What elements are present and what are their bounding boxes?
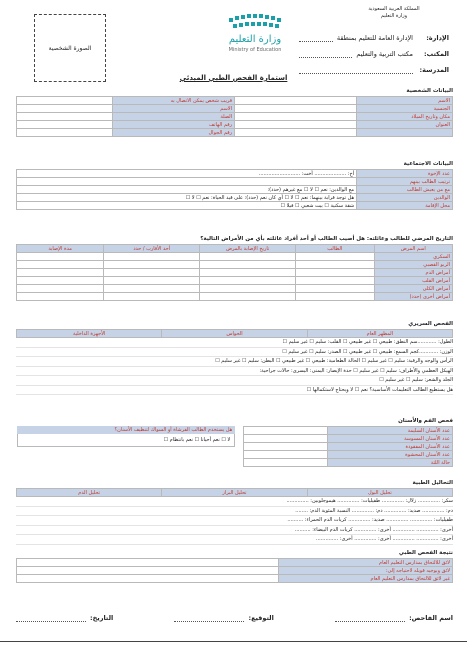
clinical-header: المظهر العام: [307, 330, 452, 338]
form-title: استمارة الفحص الطبي المبدئي: [179, 74, 288, 82]
photo-placeholder: [34, 14, 106, 82]
history-header: اسم المرض: [374, 245, 452, 253]
result-table: [16, 558, 453, 583]
brushing-options[interactable]: لا ☐ نعم أحيانا ☐ نعم بانتظام ☐: [17, 434, 236, 447]
cell[interactable]: [200, 253, 296, 261]
history-header: تاريخ الإصابة بالمرض: [200, 245, 296, 253]
clinical-row[interactable]: الوزن: ............كجم السمع: طبيعي ☐ غير طبيعي ☐ الصدر: سليم ☐ غير سليم ☐: [16, 348, 453, 358]
lab-row[interactable]: دم: .............. صديد: .............. دم: .............. النسبة المئوية الدم: ........: [16, 507, 453, 517]
cell[interactable]: [200, 293, 296, 301]
contact-value[interactable]: [17, 97, 113, 105]
ministry-logo-icon: [225, 12, 285, 34]
social-value[interactable]: أخ: .................... أخت: ..........................: [17, 170, 357, 178]
table-row: [244, 459, 453, 467]
contact-label: رقم الجوال: [112, 129, 234, 137]
table-row: [17, 105, 453, 113]
lab-header: تحليل الدم: [17, 489, 162, 497]
teeth-label: عدد الأسنان السليمة: [327, 427, 452, 435]
cell[interactable]: [244, 459, 328, 467]
cell[interactable]: [296, 269, 374, 277]
lab-section: [16, 480, 453, 545]
table-row: [17, 285, 453, 293]
date-field[interactable]: [16, 614, 113, 622]
cell[interactable]: [200, 277, 296, 285]
ministry-logo: [210, 12, 300, 72]
header-field-office: [299, 46, 449, 62]
table-row: [17, 202, 453, 210]
cell[interactable]: [244, 451, 328, 459]
table-row: [17, 97, 453, 105]
teeth-label: حالة اللثة: [327, 459, 452, 467]
teeth-label: عدد الأسنان المحشوة: [327, 451, 452, 459]
lab-row[interactable]: سكر: .............. زلال: .............. طفيليات: .............. هيموجلوبين: ..............: [16, 497, 453, 507]
table-header-row: [17, 489, 453, 497]
personal-label: الجنسية: [357, 105, 453, 113]
office-label: المكتب:: [424, 50, 449, 58]
kingdom-name: المملكة العربية السعودية: [368, 6, 420, 12]
kingdom-block: [339, 6, 449, 20]
cell[interactable]: [17, 293, 104, 301]
school-dots: [299, 66, 413, 74]
lab-row[interactable]: أخرى: .............. .............. أخرى: .............. كريات الدم البيضاء: ..........: [16, 526, 453, 536]
social-section: [16, 161, 453, 210]
table-row: [17, 129, 453, 137]
cell[interactable]: [244, 427, 328, 435]
cell[interactable]: [104, 261, 200, 269]
cell[interactable]: [296, 261, 374, 269]
table-header-row: [17, 330, 453, 338]
office-value: مكتب التربية والتعليم: [356, 50, 413, 58]
cell[interactable]: [296, 285, 374, 293]
ministry-name: وزارة التعليم: [380, 13, 408, 19]
cell[interactable]: [17, 575, 279, 583]
teeth-title: فحص الفم والأسنان: [398, 418, 453, 424]
teeth-body: [16, 426, 453, 467]
personal-value[interactable]: [235, 121, 357, 129]
clinical-header-table: [16, 329, 453, 338]
social-label: محل الإقامة: [357, 202, 453, 210]
bottom-rule: [0, 641, 467, 642]
teeth-table: [243, 426, 453, 467]
teeth-brushing: [17, 426, 236, 467]
disease-name: أمراض أخرى (حدد): [374, 293, 452, 301]
cell[interactable]: [17, 253, 104, 261]
lab-title: التحاليل الطبية: [412, 480, 453, 486]
cell[interactable]: [104, 269, 200, 277]
table-row: [17, 170, 453, 178]
disease-name: الربو القصبي: [374, 261, 452, 269]
table-row: [17, 178, 453, 186]
logo-english-text: Ministry of Education: [228, 47, 282, 53]
teeth-section: [16, 418, 453, 467]
administration-label: الإدارة:: [426, 34, 449, 42]
cell[interactable]: [244, 443, 328, 451]
examiner-dots: [335, 615, 405, 622]
result-option: لائق للالتحاق بمدارس التعليم العام: [278, 559, 452, 567]
cell[interactable]: [104, 253, 200, 261]
table-row: [244, 451, 453, 459]
contact-value[interactable]: [17, 121, 113, 129]
contact-value[interactable]: [17, 105, 113, 113]
logo-arabic-text: وزارة التعليم: [228, 34, 282, 45]
teeth-label: عدد الأسنان المفقودة: [327, 443, 452, 451]
history-title: التاريخ المرضي للطالب وعائلته: هل أصيب الطالب أو أحد أفراد عائلته بأي من الأمراض التالية؟: [200, 236, 453, 242]
school-label: المدرسة:: [419, 66, 449, 74]
table-row: [17, 194, 453, 202]
lab-header: تحليل البول: [307, 489, 452, 497]
cell[interactable]: [17, 567, 279, 575]
header-fields: [299, 30, 449, 78]
administration-dots: [299, 34, 333, 42]
table-row: [244, 435, 453, 443]
signature-dots: [174, 615, 244, 622]
personal-value[interactable]: [235, 113, 357, 121]
personal-label: مكان وتاريخ الميلاد: [357, 113, 453, 121]
result-option: لائق ويوجيه قوبله لاحتياجه إلى:: [278, 567, 452, 575]
result-option: غير لائق للالتحاق بمدارس التعليم العام: [278, 575, 452, 583]
contact-label: قريب شخص يمكن الاتصال به: [112, 97, 234, 105]
office-dots: [299, 50, 352, 58]
contact-label: الصلة: [112, 113, 234, 121]
clinical-row[interactable]: الرأس والوجه والرقبة: سليم ☐ غير سليم ☐ الحالة الطعامية: طبيعي ☐ غير طبيعي ☐ البطن: سليم ☐ غير سليم ☐: [16, 357, 453, 367]
table-row: [17, 261, 453, 269]
table-row: [17, 113, 453, 121]
table-row: [17, 559, 453, 567]
cell[interactable]: [296, 253, 374, 261]
history-header: أحد الأقارب / حدد: [104, 245, 200, 253]
social-value[interactable]: مع الوالدين: نعم ☐ لا ☐ مع غيرهم (حدد):: [17, 186, 357, 194]
contact-label: الاسم: [112, 105, 234, 113]
social-value[interactable]: [17, 178, 357, 186]
table-row: [17, 277, 453, 285]
clinical-row[interactable]: الجلد والشعر: سليم ☐ غير سليم ☐: [16, 376, 453, 386]
social-value[interactable]: شقة سكنية ☐ بيت شعبي ☐ فيلا ☐: [17, 202, 357, 210]
date-label: التاريخ:: [90, 614, 114, 622]
cell[interactable]: [200, 285, 296, 293]
social-label: الوالدين: [357, 194, 453, 202]
table-row: [17, 121, 453, 129]
history-header: مدة الإصابة: [17, 245, 104, 253]
brushing-question: هل يستخدم الطالب الفرشاة أو السواك لتنظيف الأسنان؟: [17, 426, 236, 434]
cell[interactable]: [104, 285, 200, 293]
disease-name: السكري: [374, 253, 452, 261]
cell[interactable]: [17, 559, 279, 567]
table-row: [17, 567, 453, 575]
personal-value[interactable]: [235, 97, 357, 105]
social-title: البيانات الاجتماعية: [403, 161, 453, 167]
social-table: [16, 169, 453, 210]
cell[interactable]: [17, 269, 104, 277]
signature-field[interactable]: [174, 614, 273, 622]
clinical-header: الأجهزة الداخلية: [17, 330, 162, 338]
clinical-title: الفحص السريري: [408, 321, 453, 327]
disease-name: أمراض القلب: [374, 277, 452, 285]
contact-value[interactable]: [17, 113, 113, 121]
personal-label: الاسم: [357, 97, 453, 105]
contact-label: رقم الهاتف: [112, 121, 234, 129]
examiner-field[interactable]: [335, 614, 453, 622]
personal-label: [357, 129, 453, 137]
table-row: [244, 427, 453, 435]
clinical-header: الحواس: [162, 330, 307, 338]
clinical-row[interactable]: الطول: ............سم النطق: طبيعي ☐ غير طبيعي ☐ القلب: سليم ☐ غير سليم ☐: [16, 338, 453, 348]
result-section: [16, 550, 453, 583]
table-row: [244, 443, 453, 451]
cell[interactable]: [17, 261, 104, 269]
header-field-administration: [299, 30, 449, 46]
cell[interactable]: [296, 277, 374, 285]
date-dots: [16, 615, 86, 622]
cell[interactable]: [244, 435, 328, 443]
administration-value: الإدارة العامة للتعليم بمنطقة: [336, 34, 413, 42]
personal-value[interactable]: [235, 129, 357, 137]
clinical-section: [16, 321, 453, 395]
cell[interactable]: [200, 261, 296, 269]
social-value[interactable]: هل توجد قرابة بينهما: نعم ☐ لا ☐ أي كان نعم (حدد): على قيد الحياة: نعم ☐ لا ☐: [17, 194, 357, 202]
social-label: ترتيب الطالب بينهم: [357, 178, 453, 186]
lab-row[interactable]: أخرى: .............. .............. أخرى: .............. أخرى: ..............: [16, 535, 453, 545]
result-title: نتيجة الفحص الطبي: [398, 550, 453, 556]
cell[interactable]: [296, 293, 374, 301]
history-table: [16, 244, 453, 301]
table-row: [17, 253, 453, 261]
photo-label: الصورة الشخصية: [48, 44, 92, 52]
clinical-row[interactable]: هل يستطيع الطالب التعليمات الأساسية؟ نعم ☐ لا ويحتاج لاستكمالها ☐: [16, 386, 453, 396]
table-row: [17, 269, 453, 277]
examiner-label: اسم الفاحص:: [409, 614, 453, 622]
lab-row[interactable]: طفيليات: .............. .............. صديد: .............. كريات الدم الحمراء: ..........: [16, 516, 453, 526]
lab-header-table: [16, 488, 453, 497]
personal-section: [16, 88, 453, 137]
history-header: الطالب: [296, 245, 374, 253]
cell[interactable]: [104, 277, 200, 285]
teeth-label: عدد الأسنان المسوسة: [327, 435, 452, 443]
signature-label: التوقيع:: [248, 614, 274, 622]
disease-name: أمراض الدم: [374, 269, 452, 277]
cell[interactable]: [200, 269, 296, 277]
social-label: عدد الإخوة: [357, 170, 453, 178]
table-row: [17, 575, 453, 583]
contact-value[interactable]: [17, 129, 113, 137]
personal-title: البيانات الشخصية: [406, 88, 453, 94]
cell[interactable]: [17, 277, 104, 285]
lab-header: تحليل البراز: [162, 489, 307, 497]
table-header-row: [17, 245, 453, 253]
personal-table: [16, 96, 453, 137]
clinical-row[interactable]: الهيكل العظمي والأطراف: سليم ☐ غير سليم ☐ حدة الإبصار: اليمنى: اليسرى: حالات جراحية:: [16, 367, 453, 377]
cell[interactable]: [17, 285, 104, 293]
form-footer: [16, 614, 453, 622]
personal-value[interactable]: [235, 105, 357, 113]
disease-name: أمراض الكلى: [374, 285, 452, 293]
cell[interactable]: [104, 293, 200, 301]
personal-label: العنوان: [357, 121, 453, 129]
history-section: [16, 236, 453, 301]
table-row: [17, 186, 453, 194]
social-label: مع من يعيش الطالب: [357, 186, 453, 194]
table-row: [17, 293, 453, 301]
